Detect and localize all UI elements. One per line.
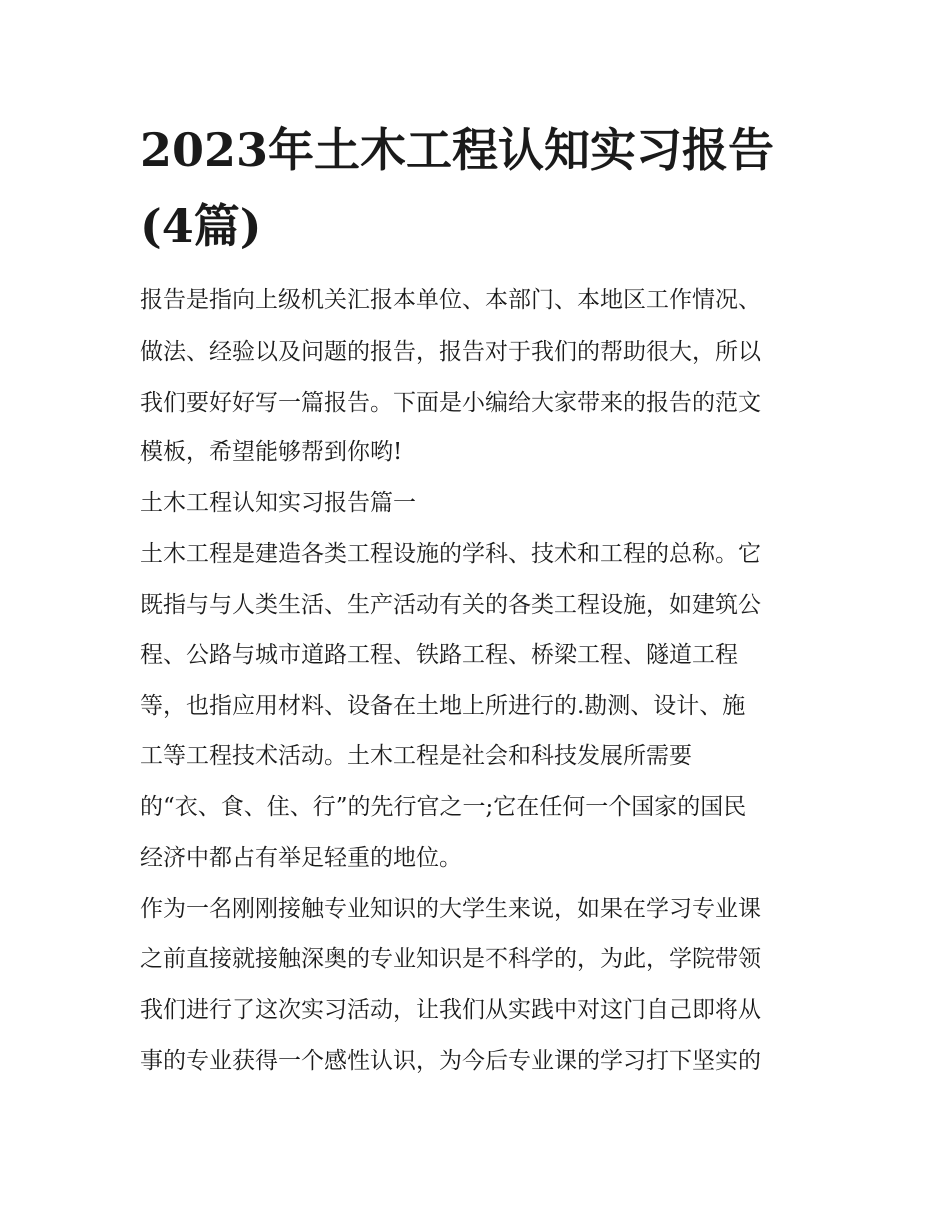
body-line: 我们进行了这次实习活动，让我们从实践中对这门自己即将从 [140, 997, 761, 1023]
body-line: 之前直接就接触深奥的专业知识是不科学的，为此，学院带领 [140, 946, 761, 972]
body-line: 事的专业获得一个感性认识，为今后专业课的学习打下坚实的 [140, 1048, 761, 1074]
title-line-2: (4篇) [140, 199, 262, 253]
body-line: 做法、经验以及问题的报告，报告对于我们的帮助很大，所以 [140, 339, 761, 365]
body-line: 作为一名刚刚接触专业知识的大学生来说，如果在学习专业课 [140, 896, 761, 922]
body-line: 模板，希望能够帮到你哟! [140, 439, 403, 465]
body-line: 土木工程是建造各类工程设施的学科、技术和工程的总称。它 [140, 541, 761, 567]
body-line: 经济中都占有举足轻重的地位。 [140, 845, 462, 871]
body-line: 报告是指向上级机关汇报本单位、本部门、本地区工作情况、 [140, 287, 761, 313]
body-line: 的“衣、食、住、行”的先行官之一;它在任何一个国家的国民 [140, 794, 747, 820]
body-line: 程、公路与城市道路工程、铁路工程、桥梁工程、隧道工程 [140, 642, 738, 668]
document-title [140, 112, 830, 264]
section-heading: 土木工程认知实习报告篇一 [140, 490, 416, 516]
title-line-1: 2023年土木工程认知实习报告 [140, 123, 775, 177]
body-line: 工等工程技术活动。土木工程是社会和科技发展所需要 [140, 743, 692, 769]
body-line: 既指与与人类生活、生产活动有关的各类工程设施，如建筑公 [140, 592, 761, 618]
body-line: 我们要好好写一篇报告。下面是小编给大家带来的报告的范文 [140, 390, 761, 416]
body-line: 等，也指应用材料、设备在土地上所进行的.勘测、设计、施 [140, 693, 746, 719]
